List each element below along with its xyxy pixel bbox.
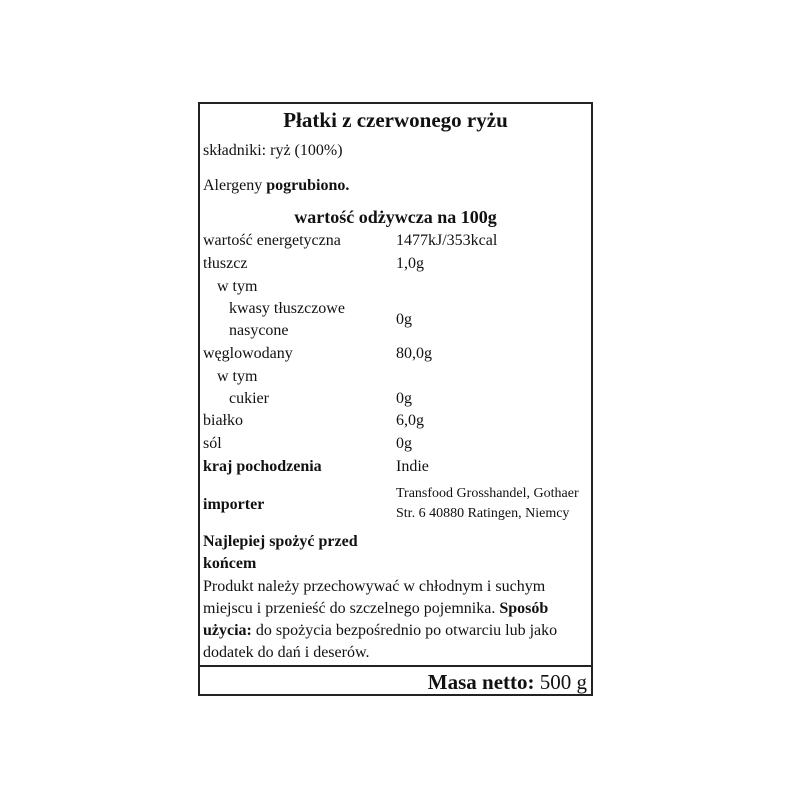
nutrition-label-saturated-2: nasycone xyxy=(229,322,289,339)
nutrition-label-fat: tłuszcz xyxy=(203,255,248,272)
storage-text: Produkt należy przechowywać w chłodnym i suchym miejscu i przenieść do szczelnego pojemnika. xyxy=(203,578,546,617)
importer-label: importer xyxy=(203,496,265,513)
nutrition-label-carbs: węglowodany xyxy=(203,345,293,362)
best-before xyxy=(203,531,588,575)
nutrition-label-of-which-fat: w tym xyxy=(217,278,258,295)
product-title: Płatki z czerwonego ryżu xyxy=(283,108,508,132)
net-weight xyxy=(428,670,587,695)
allergens-prefix: Alergeny xyxy=(203,177,263,194)
nutrition-value-salt: 0g xyxy=(396,435,412,452)
nutrition-value-energy: 1477kJ/353kcal xyxy=(396,232,498,249)
nutrition-heading: wartość odżywcza na 100g xyxy=(294,207,497,227)
importer-address-line2: Str. 6 40880 Ratingen, Niemcy xyxy=(396,506,570,521)
ingredients: składniki: ryż (100%) xyxy=(203,142,343,159)
nutrition-value-sugar: 0g xyxy=(396,390,412,407)
net-weight-label: Masa netto: xyxy=(427,670,535,694)
nutrition-value-protein: 6,0g xyxy=(396,412,424,429)
nutrition-label-energy: wartość energetyczna xyxy=(203,232,341,249)
best-before-line1: Najlepiej spożyć przed xyxy=(203,533,358,550)
nutrition-label-protein: białko xyxy=(203,412,243,429)
usage-text: do spożycia bezpośrednio po otwarciu lub jako dodatek do dań i deserów. xyxy=(203,622,558,661)
best-before-line2: końcem xyxy=(203,555,257,572)
origin-label: kraj pochodzenia xyxy=(203,458,322,475)
nutrition-label-of-which-carbs: w tym xyxy=(217,368,258,385)
allergens-bold: pogrubiono. xyxy=(266,177,350,194)
product-label xyxy=(198,102,593,696)
origin-value: Indie xyxy=(396,458,429,475)
net-weight-value: 500 g xyxy=(539,670,587,694)
nutrition-label-salt: sól xyxy=(203,435,222,452)
usage-label: Sposób użycia: xyxy=(203,600,549,639)
importer-address xyxy=(396,484,579,524)
importer-address-line1: Transfood Grosshandel, Gothaer xyxy=(396,486,579,501)
nutrition-label-sugar: cukier xyxy=(229,390,269,407)
allergens-note xyxy=(203,177,349,195)
nutrition-label-saturated: kwasy tłuszczowe xyxy=(229,300,345,317)
nutrition-value-carbs: 80,0g xyxy=(396,345,432,362)
nutrition-value-fat: 1,0g xyxy=(396,255,424,272)
storage-usage-text xyxy=(203,576,588,664)
nutrition-value-saturated: 0g xyxy=(396,311,412,328)
divider xyxy=(200,665,591,667)
